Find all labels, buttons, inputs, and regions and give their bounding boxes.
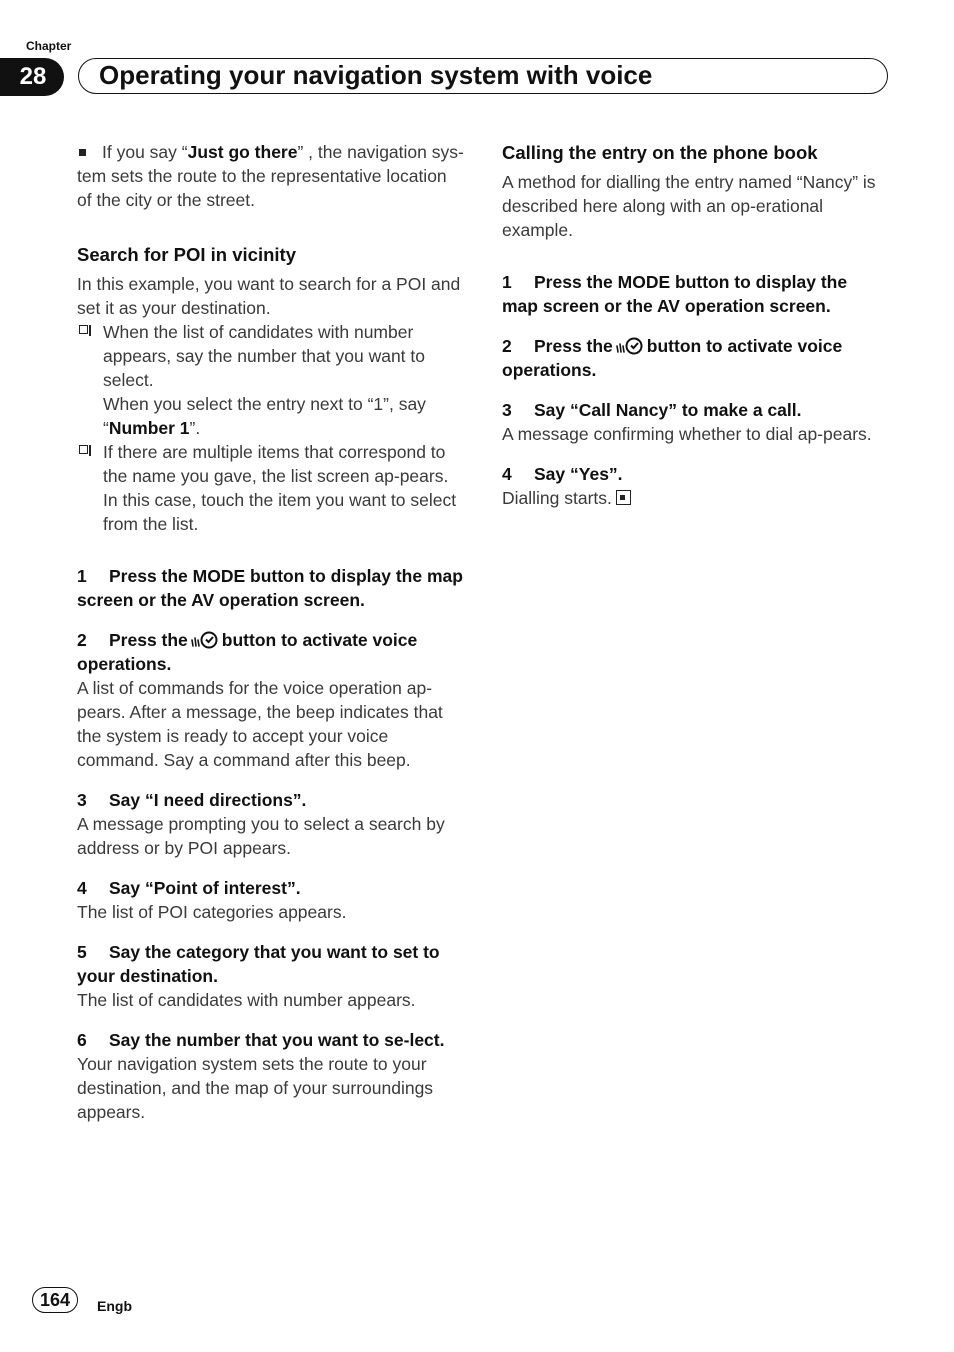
intro-bullet: If you say “Just go there” , the navigation sys-tem sets the route to the representative location of the city or the street. (77, 142, 464, 210)
note-item: If there are multiple items that correspond to the name you gave, the list screen ap-pears. In this case, touch the item you want to select from the list. (77, 440, 465, 536)
note-checkbox-icon (79, 325, 88, 334)
step-body: A list of commands for the voice operation ap-pears. After a message, the beep indicates that the system is ready to accept your voice command. Say a command after this beep. (77, 678, 443, 770)
step-body: Your navigation system sets the route to your destination, and the map of your surroundings appears. (77, 1054, 434, 1122)
step-title: 1 Press the MODE button to display the map screen or the AV operation screen. (77, 566, 463, 610)
step-title: 2 Press the button to activate voice operations. (502, 336, 843, 380)
step-body: The list of candidates with number appears. (77, 990, 416, 1010)
step-title: 5 Say the category that you want to set to your destination. (77, 942, 440, 986)
note-item: When the list of candidates with number appears, say the number that you want to select. When you select the entry next to “1”, say “Number 1”. (77, 320, 465, 440)
voice-button-icon (191, 629, 219, 651)
section-title-poi: Search for POI in vicinity (77, 244, 296, 265)
step-body: A message prompting you to select a search by address or by POI appears. (77, 814, 445, 858)
note-checkbox-icon (79, 445, 88, 454)
voice-button-icon (616, 335, 644, 357)
step-body: Dialling starts. (502, 486, 877, 510)
chapter-label: Chapter (26, 39, 72, 53)
section-intro-poi: In this example, you want to search for a POI and set it as your destination. (77, 274, 461, 318)
bullet-square-icon (79, 149, 86, 156)
step-title: 4 Say “Point of interest”. (77, 878, 301, 898)
right-column (502, 140, 877, 510)
page-number: 164 (32, 1287, 78, 1313)
section-intro-phonebook: A method for dialling the entry named “Nancy” is described here along with an op-erational example. (502, 172, 876, 240)
step-body: A message confirming whether to dial ap-pears. (502, 424, 872, 444)
step-title: 4 Say “Yes”. (502, 464, 623, 484)
section-title-phonebook: Calling the entry on the phone book (502, 142, 818, 163)
page-title: Operating your navigation system with voice (99, 60, 653, 90)
left-column (77, 140, 465, 1124)
chapter-number: 28 (0, 58, 64, 96)
step-title: 3 Say “I need directions”. (77, 790, 307, 810)
language-code: Engb (97, 1298, 132, 1314)
step-title: 6 Say the number that you want to se-lect. (77, 1030, 445, 1050)
step-title: 2 Press the button to activate voice operations. (77, 630, 418, 674)
end-mark-icon (616, 490, 631, 505)
step-body: The list of POI categories appears. (77, 902, 347, 922)
step-title: 1 Press the MODE button to display the map screen or the AV operation screen. (502, 272, 848, 316)
title-box (78, 58, 888, 94)
step-title: 3 Say “Call Nancy” to make a call. (502, 400, 802, 420)
